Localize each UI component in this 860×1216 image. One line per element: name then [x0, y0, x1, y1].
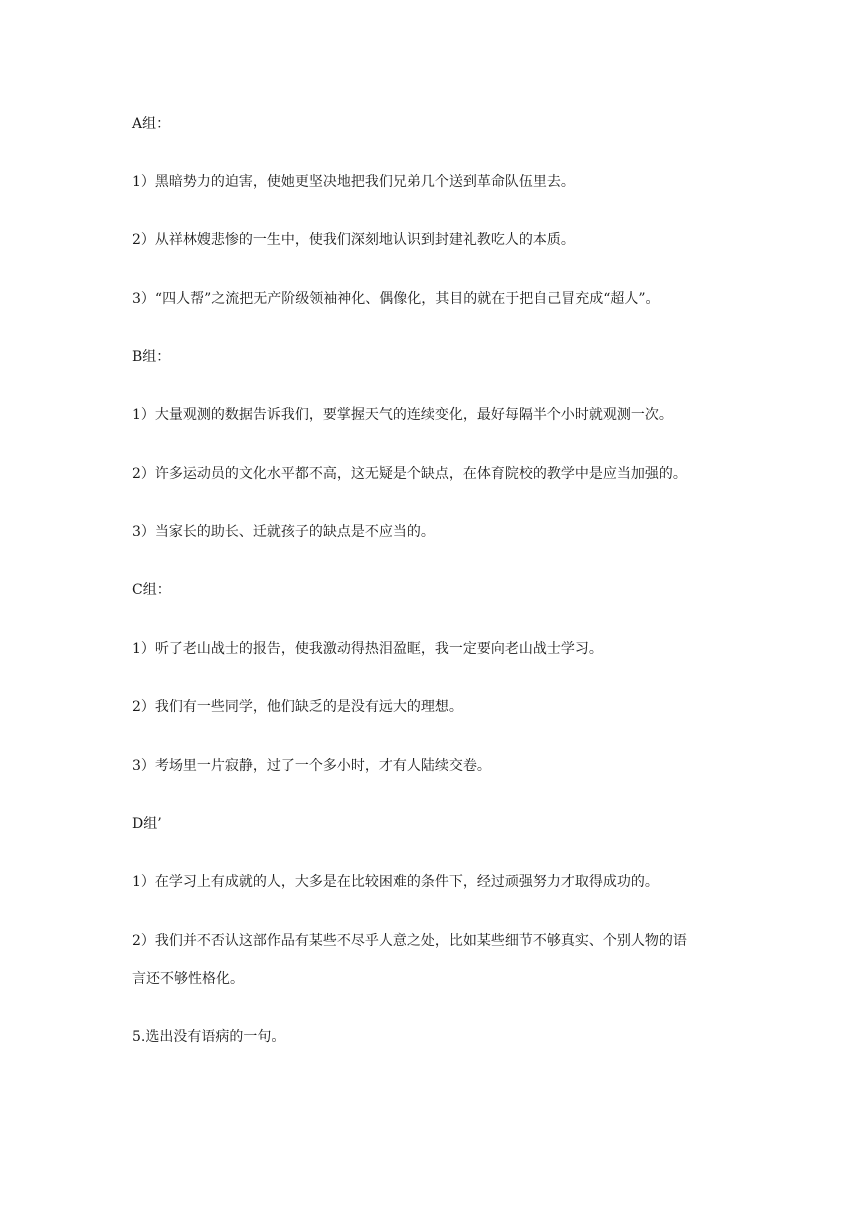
group-d-item-2-line-2: 言还不够性格化。 — [132, 971, 244, 987]
question-5-prompt: 5.选出没有语病的一句。 — [132, 1029, 286, 1045]
group-c-heading: C组： — [132, 582, 171, 598]
group-d-heading: D组’ — [132, 816, 162, 832]
group-d-item-2-line-1: 2）我们并不否认这部作品有某些不尽乎人意之处，比如某些细节不够真实、个别人物的语 — [132, 933, 687, 949]
group-c-item-2: 2）我们有一些同学，他们缺乏的是没有远大的理想。 — [132, 699, 463, 715]
group-a-heading: A组： — [132, 116, 171, 132]
group-a-item-1: 1）黑暗势力的迫害，使她更坚决地把我们兄弟几个送到革命队伍里去。 — [132, 174, 575, 190]
group-b-item-2: 2）许多运动员的文化水平都不高，这无疑是个缺点，在体育院校的教学中是应当加强的。 — [132, 466, 687, 482]
group-c-item-1: 1）听了老山战士的报告，使我激动得热泪盈眶，我一定要向老山战士学习。 — [132, 641, 603, 657]
group-b-item-1: 1）大量观测的数据告诉我们，要掌握天气的连续变化，最好每隔半个小时就观测一次。 — [132, 407, 673, 423]
group-d-item-1: 1）在学习上有成就的人，大多是在比较困难的条件下，经过顽强努力才取得成功的。 — [132, 874, 659, 890]
group-c-item-3: 3）考场里一片寂静，过了一个多小时，才有人陆续交卷。 — [132, 758, 491, 774]
group-a-item-3: 3）“四人帮”之流把无产阶级领袖神化、偶像化，其目的就在于把自己冒充成“超人”。 — [132, 291, 660, 307]
group-a-item-2: 2）从祥林嫂悲惨的一生中，使我们深刻地认识到封建礼教吃人的本质。 — [132, 232, 575, 248]
group-b-item-3: 3）当家长的助长、迁就孩子的缺点是不应当的。 — [132, 524, 435, 540]
group-b-heading: B组： — [132, 349, 171, 365]
